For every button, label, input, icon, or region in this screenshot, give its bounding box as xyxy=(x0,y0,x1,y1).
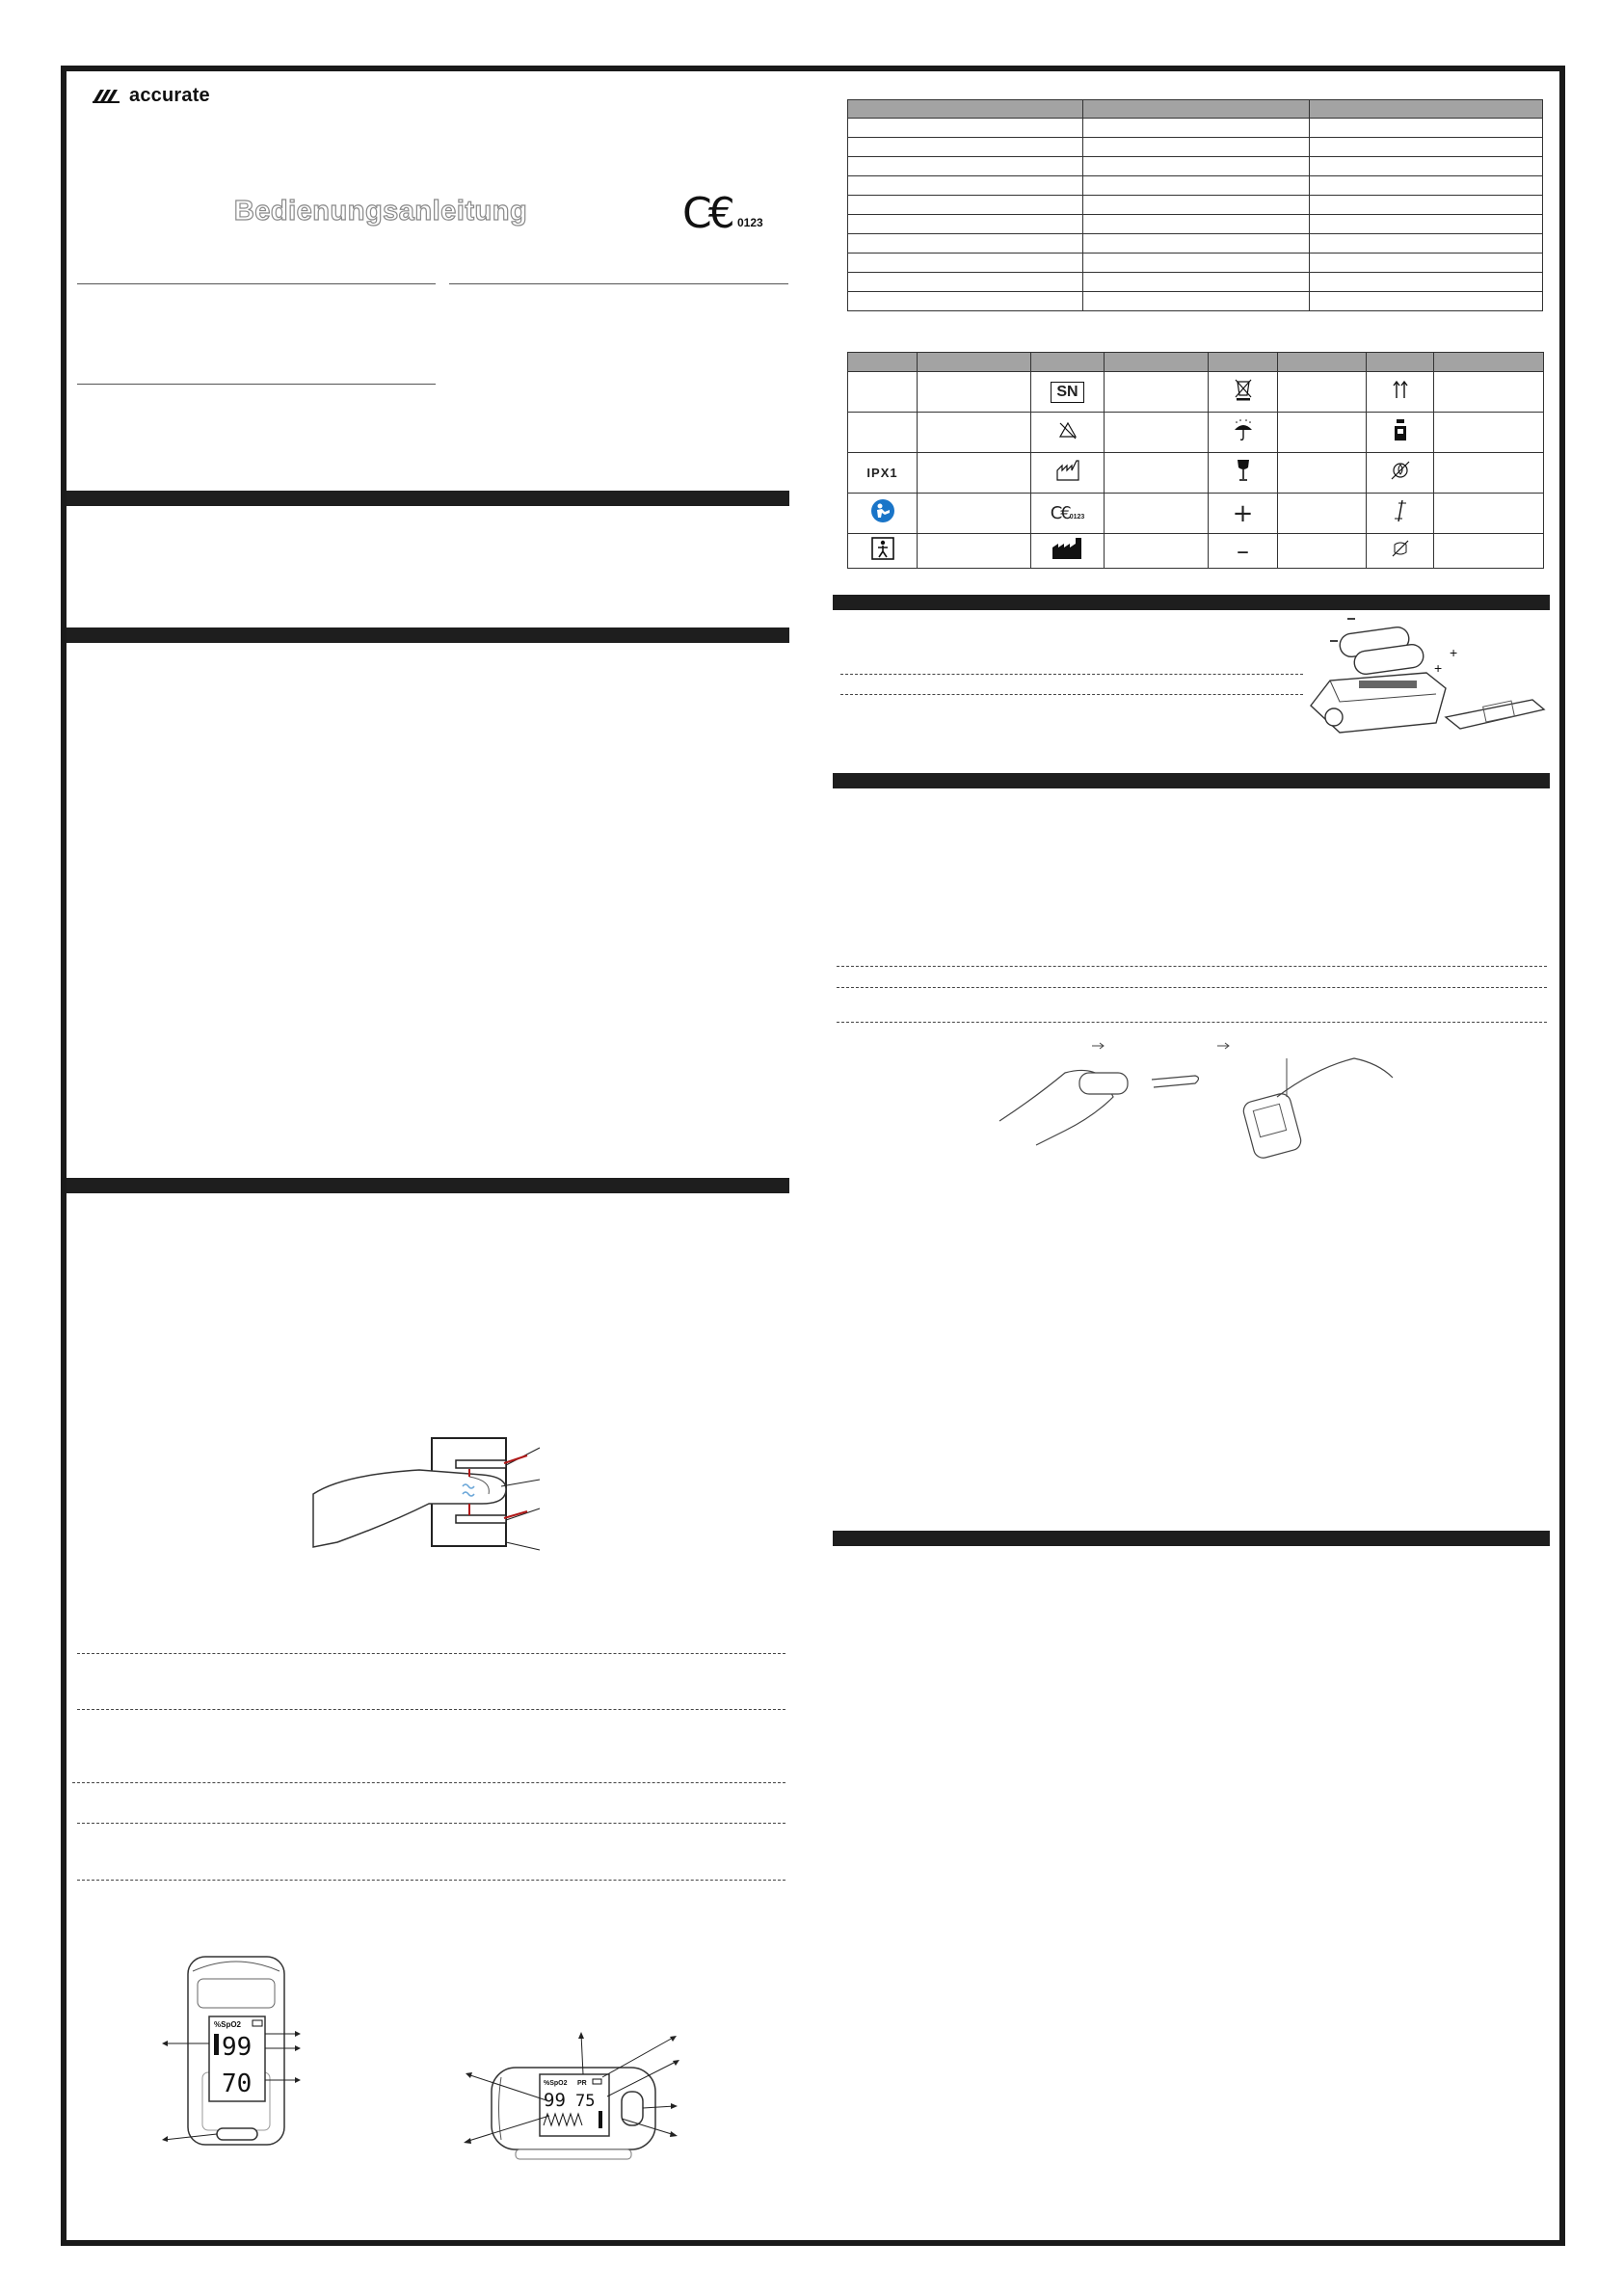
plus-symbol: + xyxy=(1232,498,1254,528)
weee-disposal-icon xyxy=(1233,378,1254,401)
power-button-shape xyxy=(622,2092,643,2125)
ce-mark: C€ xyxy=(682,189,732,238)
table-row xyxy=(848,273,1543,292)
keep-dry-icon xyxy=(1232,418,1255,441)
section-header-bar xyxy=(67,1178,789,1193)
spo2-reading: 99 xyxy=(222,2033,253,2062)
section-header-bar xyxy=(833,595,1550,610)
spo2-label: %SpO2 xyxy=(214,2020,242,2029)
table-row xyxy=(848,138,1543,157)
section-header-bar xyxy=(67,627,789,643)
power-button-shape xyxy=(217,2128,257,2140)
table-header-row xyxy=(848,100,1543,119)
svg-text:+: + xyxy=(1450,645,1458,660)
usage-illustration xyxy=(998,1039,1402,1164)
table-row xyxy=(848,119,1543,138)
temperature-limit-icon xyxy=(1392,499,1409,522)
stacking-limit-icon xyxy=(1393,418,1408,441)
notified-body-number: 0123 xyxy=(737,216,763,229)
specifications-table xyxy=(847,99,1543,311)
symbols-table xyxy=(847,352,1544,569)
divider xyxy=(837,987,1547,988)
ip-rating-symbol: IPX1 xyxy=(866,465,898,480)
table-row xyxy=(848,196,1543,215)
battery-insertion-diagram xyxy=(1301,609,1552,763)
svg-text:+: + xyxy=(1434,660,1443,676)
manufacturer-icon xyxy=(1051,536,1085,561)
pulse-reading: 75 xyxy=(575,2092,596,2111)
minus-symbol: – xyxy=(1237,536,1249,566)
this-way-up-icon xyxy=(1391,379,1410,400)
divider xyxy=(77,1880,785,1881)
divider xyxy=(72,1782,785,1783)
pr-label: PR xyxy=(577,2080,587,2087)
device-front-portrait-diagram xyxy=(154,1947,323,2164)
page-title: Bedienungsanleitung xyxy=(233,196,528,227)
section-header-bar xyxy=(833,773,1550,788)
brand-logo xyxy=(93,85,210,107)
table-row xyxy=(848,494,1544,534)
follow-instructions-icon xyxy=(870,498,895,523)
section-header-bar xyxy=(67,491,789,506)
no-alarm-icon xyxy=(1057,420,1078,440)
table-row xyxy=(848,413,1544,453)
divider xyxy=(77,283,436,284)
pressure-limit-icon xyxy=(1391,539,1410,558)
serial-number-symbol: SN xyxy=(1051,382,1083,403)
table-row xyxy=(848,453,1544,494)
table-row xyxy=(848,534,1544,569)
divider xyxy=(449,283,788,284)
divider xyxy=(77,1823,785,1824)
device-front-landscape-diagram xyxy=(458,2005,689,2169)
ce-notified-body-number: 0123 xyxy=(1069,514,1085,521)
pulse-reading: 70 xyxy=(222,2069,253,2098)
ce-mark-symbol: C€ xyxy=(1050,503,1070,523)
finger-sensor-diagram xyxy=(304,1427,554,1562)
divider xyxy=(77,1709,785,1710)
type-bf-applied-part-icon xyxy=(871,537,894,560)
divider xyxy=(77,1653,785,1654)
spo2-reading: 99 xyxy=(544,2090,566,2111)
table-row xyxy=(848,176,1543,196)
table-row xyxy=(848,292,1543,311)
humidity-limit-icon xyxy=(1389,459,1412,482)
divider xyxy=(840,674,1303,675)
table-row xyxy=(848,234,1543,254)
table-row xyxy=(848,372,1544,413)
brand-name: accurate xyxy=(129,85,210,106)
divider xyxy=(840,694,1303,695)
manufacture-date-icon xyxy=(1055,459,1080,482)
table-row xyxy=(848,215,1543,234)
spo2-label: %SpO2 xyxy=(544,2080,568,2087)
table-row xyxy=(848,157,1543,176)
section-header-bar xyxy=(833,1531,1550,1546)
accurate-logo-icon xyxy=(93,88,121,105)
fragile-icon xyxy=(1237,459,1250,482)
divider xyxy=(77,384,436,385)
divider xyxy=(837,966,1547,967)
divider xyxy=(837,1022,1547,1023)
table-header-row xyxy=(848,353,1544,372)
table-row xyxy=(848,254,1543,273)
